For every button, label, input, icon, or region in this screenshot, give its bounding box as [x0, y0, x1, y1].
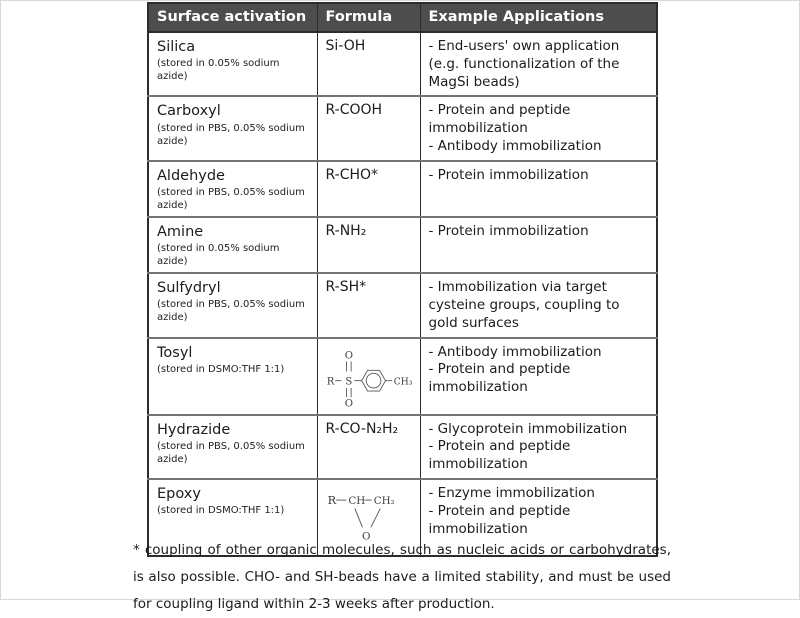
formula-cell: R-SH* — [317, 273, 420, 337]
surface-name: Epoxy — [157, 486, 201, 502]
table-row-silica — [148, 32, 657, 96]
svg-text:O: O — [361, 530, 370, 543]
application-item: - Protein and peptide immobilization — [428, 502, 571, 537]
column-header-formula: Formula — [317, 3, 420, 32]
surface-name: Hydrazide — [157, 421, 231, 438]
application-item: - Protein and peptide immobilization — [428, 102, 571, 137]
table-row-sulfydryl — [148, 273, 657, 337]
applications-cell — [420, 273, 657, 337]
applications-cell — [420, 338, 657, 415]
storage-note: (stored in DSMO:THF 1:1) — [157, 363, 285, 375]
svg-text:CH₂: CH₂ — [373, 494, 395, 507]
svg-text:S: S — [344, 375, 352, 387]
application-item: - Protein immobilization — [428, 223, 589, 239]
table-row-tosyl — [148, 338, 657, 415]
application-item: - Protein and peptide immobilization — [428, 438, 571, 473]
svg-text:R: R — [326, 375, 334, 387]
formula-cell: R-CHO* — [317, 161, 420, 217]
formula-cell: R-NH₂ — [317, 217, 420, 273]
surface-name: Aldehyde — [157, 167, 225, 184]
svg-text:CH: CH — [347, 494, 365, 507]
table-row-hydrazide — [148, 415, 657, 479]
svg-text:O: O — [344, 350, 353, 362]
storage-note: (stored in PBS, 0.05% sodium azide) — [157, 122, 305, 147]
application-item: - Antibody immobilization — [428, 138, 602, 155]
application-item: - Immobilization via target cysteine groups, coupling to gold surfaces — [428, 279, 620, 331]
application-item: - Protein and peptide immobilization — [428, 361, 571, 396]
storage-note: (stored in PBS, 0.05% sodium azide) — [157, 440, 305, 465]
surface-name: Silica — [157, 39, 196, 55]
applications-cell — [420, 32, 657, 96]
footnote-text: * coupling of other organic molecules, such as nucleic acids or carbohydrates, is also possible. CHO- and SH-beads have a limited stability, and must be used for coupling ligand within 2-3 weeks after production. — [133, 542, 671, 612]
surface-name: Tosyl — [157, 344, 193, 361]
storage-note: (stored in 0.05% sodium azide) — [157, 243, 280, 268]
surface-activation-table — [147, 2, 658, 557]
application-item: - Antibody immobilization — [428, 343, 602, 360]
surface-name: Amine — [157, 224, 204, 240]
formula-cell: R-CO-N₂H₂ — [317, 415, 420, 479]
table-row-carboxyl — [148, 96, 657, 160]
svg-text:CH₃: CH₃ — [393, 375, 412, 387]
table-row-amine — [148, 217, 657, 273]
application-item: - End-users' own application (e.g. functionalization of the MagSi beads) — [428, 38, 620, 90]
svg-text:O: O — [344, 397, 353, 409]
applications-cell — [420, 415, 657, 479]
formula-cell: Si-OH — [317, 32, 420, 96]
table-row-aldehyde — [148, 161, 657, 217]
formula-cell — [317, 338, 420, 415]
column-header-example-applications: Example Applications — [420, 3, 657, 32]
svg-text:R: R — [327, 493, 336, 507]
column-header-surface-activation: Surface activation — [148, 3, 317, 32]
header-row — [148, 3, 657, 32]
application-item: - Enzyme immobilization — [428, 485, 595, 501]
storage-note: (stored in 0.05% sodium azide) — [157, 58, 280, 83]
surface-activation-table-wrap — [147, 2, 658, 557]
surface-name: Carboxyl — [157, 103, 221, 120]
tosyl-structure-image — [322, 344, 416, 410]
storage-note: (stored in PBS, 0.05% sodium azide) — [157, 299, 305, 324]
storage-note: (stored in PBS, 0.05% sodium azide) — [157, 187, 305, 211]
application-item: - Glycoprotein immobilization — [428, 420, 628, 437]
surface-name: Sulfydryl — [157, 280, 221, 297]
formula-cell: R-COOH — [317, 96, 420, 160]
storage-note: (stored in DSMO:THF 1:1) — [157, 505, 285, 517]
applications-cell — [420, 96, 657, 160]
applications-cell — [420, 217, 657, 273]
application-item: - Protein immobilization — [428, 166, 589, 183]
applications-cell — [420, 161, 657, 217]
